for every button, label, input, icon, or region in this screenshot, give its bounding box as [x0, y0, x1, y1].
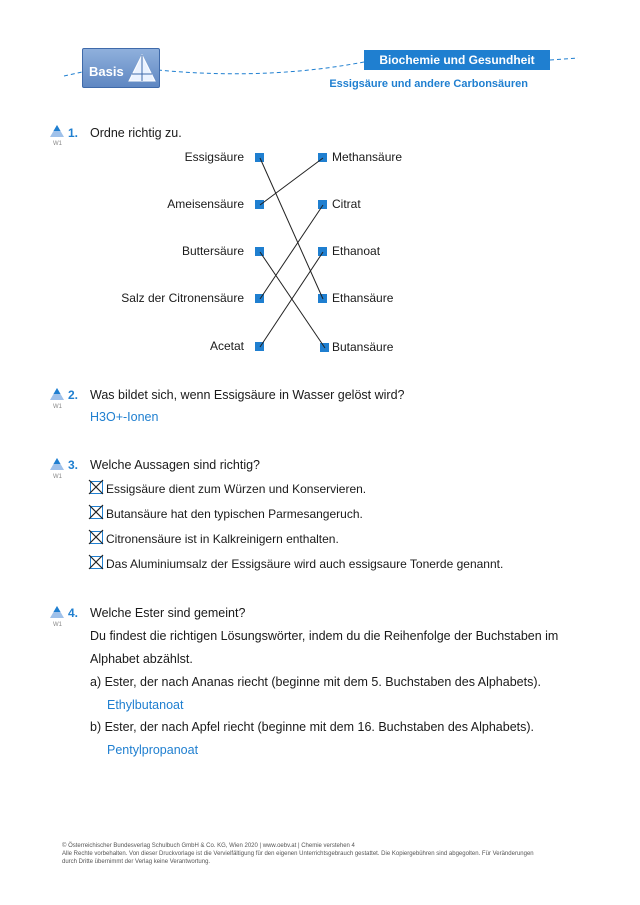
question-number: 2.	[68, 388, 79, 402]
option-text-2: Butansäure hat den typischen Parmesangeruch.	[106, 507, 363, 521]
match-line	[260, 158, 323, 299]
answer-a: Ethylbutanoat	[107, 698, 184, 712]
subtopic-title: Essigsäure und andere Carbonsäuren	[329, 78, 528, 90]
check-cross-icon	[88, 504, 104, 520]
level-icon	[50, 458, 64, 470]
left-term-buttersaeure: Buttersäure	[181, 244, 244, 258]
level-label: W1	[53, 474, 62, 480]
match-line	[260, 158, 323, 205]
left-term-essigsaeure: Essigsäure	[184, 150, 244, 164]
footer-line-1: © Österreichischer Bundesverlag Schulbuch GmbH & Co. KG, Wien 2020 | www.oebv.at | Chemie verstehen 4	[62, 843, 355, 849]
right-term-ethansaeure: Ethansäure	[332, 291, 394, 305]
matching-lines	[0, 0, 640, 400]
level-label: W1	[53, 622, 62, 628]
right-term-ethanoat: Ethanoat	[332, 244, 381, 258]
topic-banner: Biochemie und Gesundheit	[364, 50, 550, 70]
option-text-3: Citronensäure ist in Kalkreinigern enthalten.	[106, 532, 339, 546]
left-term-salz-citronensaeure: Salz der Citronensäure	[121, 291, 244, 305]
right-term-butansaeure: Butansäure	[332, 340, 394, 354]
check-cross-icon	[88, 554, 104, 570]
left-term-acetat: Acetat	[209, 339, 244, 353]
question-number: 3.	[68, 458, 79, 472]
part-b-prompt: b) Ester, der nach Apfel riecht (beginne mit dem 16. Buchstaben des Alphabets).	[90, 720, 535, 734]
check-cross-icon	[88, 529, 104, 545]
right-term-citrat: Citrat	[332, 197, 361, 211]
level-label: W1	[53, 404, 62, 410]
footer-line-2: Alle Rechte vorbehalten. Von dieser Druckvorlage ist die Vervielfältigung für den eigenen Unterrichtsgebrauch gestattet. Die Kopiergebühren sind abgegolten. Für Veränderungen	[62, 851, 534, 857]
instruction-line-2: Alphabet abzählst.	[90, 652, 193, 666]
match-line	[260, 252, 325, 348]
basis-label: Basis	[89, 64, 124, 79]
match-line	[260, 205, 323, 299]
question-prompt: Welche Ester sind gemeint?	[90, 606, 246, 620]
answer-b: Pentylpropanoat	[107, 743, 199, 757]
footer-line-3: durch Dritte übernimmt der Verlag keine Verantwortung.	[62, 859, 211, 865]
question-number: 1.	[68, 126, 79, 140]
option-text-4: Das Aluminiumsalz der Essigsäure wird auch essigsaure Tonerde genannt.	[106, 557, 504, 571]
footer	[62, 842, 582, 866]
option-text-1: Essigsäure dient zum Würzen und Konservieren.	[106, 482, 367, 496]
question-prompt: Welche Aussagen sind richtig?	[90, 458, 261, 472]
check-cross-icon	[88, 479, 104, 495]
question-prompt: Ordne richtig zu.	[90, 126, 182, 140]
right-term-methansaeure: Methansäure	[332, 150, 403, 164]
level-icon	[50, 606, 64, 618]
left-term-ameisensaeure: Ameisensäure	[167, 197, 244, 211]
question-prompt: Was bildet sich, wenn Essigsäure in Wasser gelöst wird?	[90, 388, 405, 402]
part-a-prompt: a) Ester, der nach Ananas riecht (beginne mit dem 5. Buchstaben des Alphabets).	[90, 675, 541, 689]
answer-text: H3O+-Ionen	[90, 410, 159, 424]
level-icon	[50, 388, 64, 400]
instruction-line-1: Du findest die richtigen Lösungswörter, indem du die Reihenfolge der Buchstaben im	[90, 629, 559, 643]
level-label: W1	[53, 141, 62, 147]
question-number: 4.	[68, 606, 79, 620]
